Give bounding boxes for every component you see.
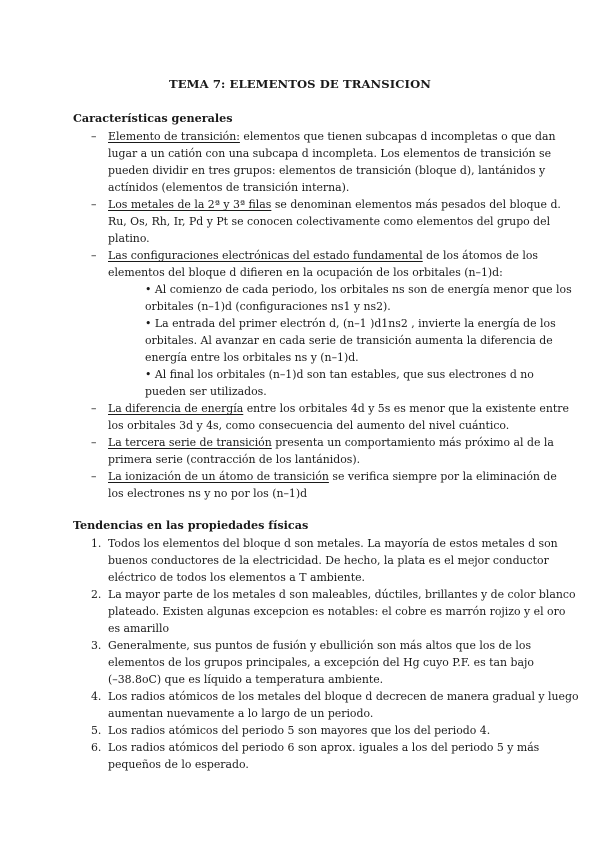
list-item-line: primera serie (contracción de los lantánidos).	[108, 453, 361, 466]
list-item-line: Los radios atómicos del periodo 5 son mayores que los del periodo 4.	[108, 724, 491, 737]
sub-bullet-line: • Al final los orbitales (n–1)d son tan estables, que sus electrones d no	[145, 368, 534, 381]
list-item-line: Los metales de la 2ª y 3ª filas se denominan elementos más pesados del bloque d.	[108, 198, 561, 211]
list-number: 6.	[91, 741, 102, 754]
list-item-line: La ionización de un átomo de transición se verifica siempre por la eliminación de	[108, 470, 557, 483]
sub-bullet-line: orbitales (n–1)d (configuraciones ns1 y ns2).	[145, 300, 391, 313]
sub-bullet-line: orbitales. Al avanzar en cada serie de transición aumenta la diferencia de	[145, 334, 553, 347]
sub-bullet-line: • Al comienzo de cada periodo, los orbitales ns son de energía menor que los	[145, 283, 572, 296]
list-item-line: Elemento de transición: elementos que tienen subcapas d incompletas o que dan	[108, 130, 556, 143]
list-number: 1.	[91, 537, 102, 550]
list-item-line: (–38.8oC) que es líquido a temperatura ambiente.	[108, 673, 384, 686]
list-item-line: los orbitales 3d y 4s, como consecuencia del aumento del nivel cuántico.	[108, 419, 510, 432]
term-underlined: La ionización de un átomo de transición	[108, 470, 329, 483]
list-item-line: La tercera serie de transición presenta un comportamiento más próximo al de la	[108, 436, 554, 449]
term-underlined: Las configuraciones electrónicas del estado fundamental	[108, 249, 423, 262]
list-item-line: Los radios atómicos del periodo 6 son aprox. iguales a los del periodo 5 y más	[108, 741, 540, 754]
list-item-line: pequeños de lo esperado.	[108, 758, 249, 771]
term-underlined: La tercera serie de transición	[108, 436, 272, 449]
list-item-line: actínidos (elementos de transición interna).	[108, 181, 350, 194]
list-item-line: elementos del bloque d difieren en la ocupación de los orbitales (n–1)d:	[108, 266, 503, 279]
bullet-dash: –	[91, 402, 97, 415]
list-item-line: eléctrico de todos los elementos a T ambiente.	[108, 571, 365, 584]
bullet-dash: –	[91, 130, 97, 143]
list-item-line: lugar a un catión con una subcapa d incompleta. Los elementos de transición se	[108, 147, 552, 160]
section-heading-general: Características generales	[73, 111, 233, 125]
sub-bullet-line: • La entrada del primer electrón d, (n–1 )d1ns2 , invierte la energía de los	[145, 317, 556, 330]
list-number: 3.	[91, 639, 102, 652]
list-item-line: Los radios atómicos de los metales del bloque d decrecen de manera gradual y luego	[108, 690, 579, 703]
list-number: 4.	[91, 690, 102, 703]
list-item-line: Todos los elementos del bloque d son metales. La mayoría de estos metales d son	[108, 537, 558, 550]
list-item-line: aumentan nuevamente a lo largo de un periodo.	[108, 707, 374, 720]
list-item-line: La diferencia de energía entre los orbitales 4d y 5s es menor que la existente entre	[108, 402, 569, 415]
bullet-dash: –	[91, 198, 97, 211]
bullet-dash: –	[91, 436, 97, 449]
list-item-line: elementos de los grupos principales, a excepción del Hg cuyo P.F. es tan bajo	[108, 656, 534, 669]
list-item-line: pueden dividir en tres grupos: elementos de transición (bloque d), lantánidos y	[108, 164, 546, 177]
sub-bullet-line: energía entre los orbitales ns y (n–1)d.	[145, 351, 359, 364]
term-underlined: Elemento de transición:	[108, 130, 240, 143]
term-underlined: La diferencia de energía	[108, 402, 244, 415]
list-item-line: plateado. Existen algunas excepcion es notables: el cobre es marrón rojizo y el oro	[108, 605, 566, 618]
list-number: 2.	[91, 588, 102, 601]
list-item-line: buenos conductores de la electricidad. De hecho, la plata es el mejor conductor	[108, 554, 549, 567]
list-item-line: platino.	[108, 232, 150, 245]
page-title: TEMA 7: ELEMENTOS DE TRANSICION	[169, 77, 431, 91]
term-underlined: Los metales de la 2ª y 3ª filas	[108, 198, 272, 211]
list-number: 5.	[91, 724, 102, 737]
section-heading-physical: Tendencias en las propiedades físicas	[73, 518, 309, 532]
list-item-line: Las configuraciones electrónicas del estado fundamental de los átomos de los	[108, 249, 539, 262]
sub-bullet-line: pueden ser utilizados.	[145, 385, 267, 398]
list-item-line: Ru, Os, Rh, Ir, Pd y Pt se conocen colectivamente como elementos del grupo del	[108, 215, 551, 228]
list-item-line: La mayor parte de los metales d son maleables, dúctiles, brillantes y de color blanco	[108, 588, 576, 601]
list-item-line: Generalmente, sus puntos de fusión y ebullición son más altos que los de los	[108, 639, 532, 652]
bullet-dash: –	[91, 249, 97, 262]
list-item-line: es amarillo	[108, 622, 170, 635]
bullet-dash: –	[91, 470, 97, 483]
list-item-line: los electrones ns y no por los (n–1)d	[108, 487, 308, 500]
